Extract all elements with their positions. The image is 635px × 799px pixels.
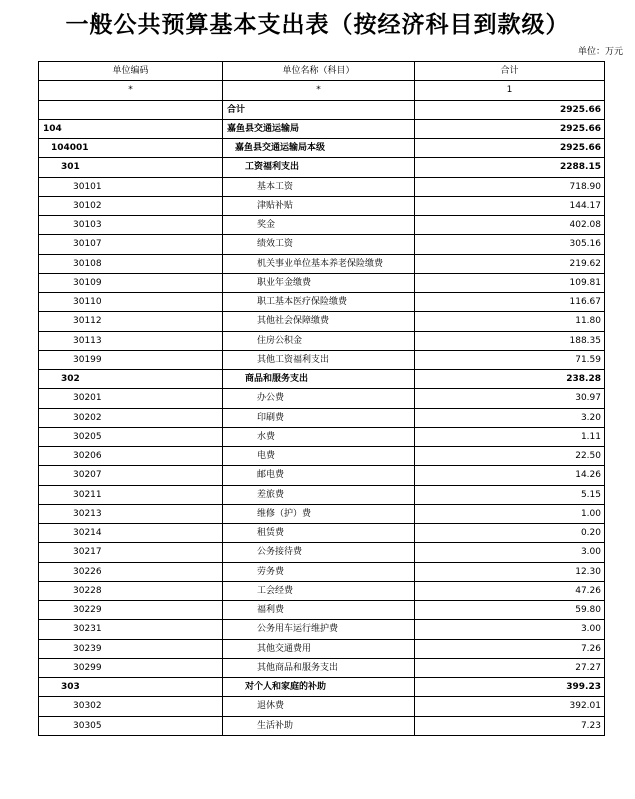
row-amount: 2925.66 bbox=[415, 139, 605, 158]
row-amount: 30.97 bbox=[415, 389, 605, 408]
row-name: 印刷费 bbox=[223, 408, 415, 427]
row-code: 30109 bbox=[39, 273, 223, 292]
row-code: 30101 bbox=[39, 177, 223, 196]
table-row bbox=[39, 697, 605, 716]
row-code: 303 bbox=[39, 678, 223, 697]
row-name: 商品和服务支出 bbox=[223, 370, 415, 389]
row-name: 住房公积金 bbox=[223, 331, 415, 350]
table-row bbox=[39, 504, 605, 523]
table-row bbox=[39, 158, 605, 177]
row-code: 30231 bbox=[39, 620, 223, 639]
row-name: 奖金 bbox=[223, 216, 415, 235]
row-name: 电费 bbox=[223, 447, 415, 466]
index-total: 1 bbox=[415, 81, 605, 100]
row-amount: 22.50 bbox=[415, 447, 605, 466]
row-code: 30113 bbox=[39, 331, 223, 350]
row-name: 维修（护）费 bbox=[223, 504, 415, 523]
row-name: 公务用车运行维护费 bbox=[223, 620, 415, 639]
table-row bbox=[39, 139, 605, 158]
row-code: 30217 bbox=[39, 543, 223, 562]
table-row bbox=[39, 273, 605, 292]
row-amount: 7.26 bbox=[415, 639, 605, 658]
row-amount: 71.59 bbox=[415, 350, 605, 369]
row-amount: 305.16 bbox=[415, 235, 605, 254]
row-code: 30239 bbox=[39, 639, 223, 658]
row-amount: 1.00 bbox=[415, 504, 605, 523]
row-name: 津贴补贴 bbox=[223, 196, 415, 215]
row-name: 工资福利支出 bbox=[223, 158, 415, 177]
table-row bbox=[39, 716, 605, 735]
row-amount: 2925.66 bbox=[415, 119, 605, 138]
row-amount: 59.80 bbox=[415, 601, 605, 620]
row-amount: 219.62 bbox=[415, 254, 605, 273]
row-name: 办公费 bbox=[223, 389, 415, 408]
row-amount: 27.27 bbox=[415, 658, 605, 677]
row-code: 30302 bbox=[39, 697, 223, 716]
row-code: 30213 bbox=[39, 504, 223, 523]
row-amount: 5.15 bbox=[415, 485, 605, 504]
row-code: 30228 bbox=[39, 581, 223, 600]
row-amount: 2288.15 bbox=[415, 158, 605, 177]
row-code: 30214 bbox=[39, 524, 223, 543]
row-code: 30205 bbox=[39, 427, 223, 446]
row-code: 30226 bbox=[39, 562, 223, 581]
table-row bbox=[39, 427, 605, 446]
row-name: 嘉鱼县交通运输局本级 bbox=[223, 139, 415, 158]
table-row bbox=[39, 581, 605, 600]
table-body bbox=[39, 62, 605, 736]
table-row bbox=[39, 447, 605, 466]
row-name: 其他社会保障缴费 bbox=[223, 312, 415, 331]
row-amount: 14.26 bbox=[415, 466, 605, 485]
row-code: 30206 bbox=[39, 447, 223, 466]
table-row bbox=[39, 312, 605, 331]
unit-label: 单位：万元 bbox=[577, 47, 623, 57]
row-code: 30112 bbox=[39, 312, 223, 331]
table-row bbox=[39, 601, 605, 620]
row-amount: 238.28 bbox=[415, 370, 605, 389]
row-code: 30107 bbox=[39, 235, 223, 254]
row-name: 机关事业单位基本养老保险缴费 bbox=[223, 254, 415, 273]
row-code: 30102 bbox=[39, 196, 223, 215]
row-amount: 2925.66 bbox=[415, 100, 605, 119]
row-amount: 0.20 bbox=[415, 524, 605, 543]
row-amount: 3.00 bbox=[415, 620, 605, 639]
table-row bbox=[39, 119, 605, 138]
row-amount: 144.17 bbox=[415, 196, 605, 215]
table-row bbox=[39, 216, 605, 235]
table-row bbox=[39, 678, 605, 697]
table-row bbox=[39, 196, 605, 215]
row-code: 30229 bbox=[39, 601, 223, 620]
table-row bbox=[39, 331, 605, 350]
row-name: 职工基本医疗保险缴费 bbox=[223, 293, 415, 312]
row-name: 差旅费 bbox=[223, 485, 415, 504]
row-name: 其他工资福利支出 bbox=[223, 350, 415, 369]
table-row bbox=[39, 177, 605, 196]
table-row bbox=[39, 389, 605, 408]
row-code bbox=[39, 100, 223, 119]
row-amount: 1.11 bbox=[415, 427, 605, 446]
index-code: * bbox=[39, 81, 223, 100]
row-name: 其他商品和服务支出 bbox=[223, 658, 415, 677]
row-name: 租赁费 bbox=[223, 524, 415, 543]
row-name: 基本工资 bbox=[223, 177, 415, 196]
row-name: 职业年金缴费 bbox=[223, 273, 415, 292]
table-row bbox=[39, 524, 605, 543]
row-code: 30103 bbox=[39, 216, 223, 235]
row-code: 30299 bbox=[39, 658, 223, 677]
row-name: 绩效工资 bbox=[223, 235, 415, 254]
row-amount: 3.20 bbox=[415, 408, 605, 427]
index-name: * bbox=[223, 81, 415, 100]
row-name: 邮电费 bbox=[223, 466, 415, 485]
header-row bbox=[39, 62, 605, 81]
row-name: 其他交通费用 bbox=[223, 639, 415, 658]
row-amount: 47.26 bbox=[415, 581, 605, 600]
row-name: 福利费 bbox=[223, 601, 415, 620]
row-code: 30211 bbox=[39, 485, 223, 504]
row-name: 嘉鱼县交通运输局 bbox=[223, 119, 415, 138]
table-row bbox=[39, 254, 605, 273]
row-code: 104 bbox=[39, 119, 223, 138]
row-amount: 109.81 bbox=[415, 273, 605, 292]
row-code: 30108 bbox=[39, 254, 223, 273]
row-name: 退休费 bbox=[223, 697, 415, 716]
table-row bbox=[39, 543, 605, 562]
row-code: 30201 bbox=[39, 389, 223, 408]
row-code: 302 bbox=[39, 370, 223, 389]
row-code: 30305 bbox=[39, 716, 223, 735]
row-name: 劳务费 bbox=[223, 562, 415, 581]
row-amount: 392.01 bbox=[415, 697, 605, 716]
table-row bbox=[39, 562, 605, 581]
table-row bbox=[39, 485, 605, 504]
row-code: 30110 bbox=[39, 293, 223, 312]
row-amount: 402.08 bbox=[415, 216, 605, 235]
row-code: 104001 bbox=[39, 139, 223, 158]
row-amount: 116.67 bbox=[415, 293, 605, 312]
table-row bbox=[39, 350, 605, 369]
table-row bbox=[39, 408, 605, 427]
row-name: 水费 bbox=[223, 427, 415, 446]
row-name: 生活补助 bbox=[223, 716, 415, 735]
row-amount: 7.23 bbox=[415, 716, 605, 735]
budget-table bbox=[38, 61, 605, 736]
row-name: 工会经费 bbox=[223, 581, 415, 600]
table-row bbox=[39, 466, 605, 485]
row-code: 30207 bbox=[39, 466, 223, 485]
header-name: 单位名称（科目） bbox=[223, 62, 415, 81]
table-row bbox=[39, 639, 605, 658]
row-amount: 399.23 bbox=[415, 678, 605, 697]
row-name: 合计 bbox=[223, 100, 415, 119]
row-code: 301 bbox=[39, 158, 223, 177]
row-name: 对个人和家庭的补助 bbox=[223, 678, 415, 697]
row-amount: 12.30 bbox=[415, 562, 605, 581]
row-amount: 3.00 bbox=[415, 543, 605, 562]
table-row bbox=[39, 620, 605, 639]
row-code: 30199 bbox=[39, 350, 223, 369]
header-code: 单位编码 bbox=[39, 62, 223, 81]
row-name: 公务接待费 bbox=[223, 543, 415, 562]
row-amount: 718.90 bbox=[415, 177, 605, 196]
table-row bbox=[39, 370, 605, 389]
table-row bbox=[39, 235, 605, 254]
table-row bbox=[39, 100, 605, 119]
table-row bbox=[39, 658, 605, 677]
header-total: 合计 bbox=[415, 62, 605, 81]
table-row bbox=[39, 293, 605, 312]
row-amount: 11.80 bbox=[415, 312, 605, 331]
index-row bbox=[39, 81, 605, 100]
row-amount: 188.35 bbox=[415, 331, 605, 350]
page-title: 一般公共预算基本支出表（按经济科目到款级） bbox=[65, 11, 570, 38]
row-code: 30202 bbox=[39, 408, 223, 427]
